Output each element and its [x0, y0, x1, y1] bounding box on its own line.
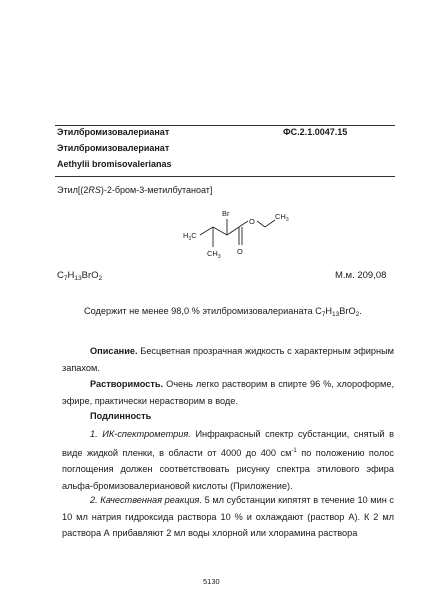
qualitative-paragraph — [62, 492, 394, 542]
description-text: Бесцветная прозрачная жидкость с характерным эфирным запахом. — [62, 346, 394, 373]
atom-o-ester: O — [249, 217, 255, 226]
authenticity-heading: Подлинность — [90, 411, 152, 421]
formula-rest: BrO — [81, 270, 99, 281]
molecular-formula — [57, 270, 102, 281]
ir-sup: -1 — [291, 447, 297, 454]
header-name-ru: Этилбромизовалерианат — [57, 127, 170, 137]
header-bottom-rule — [55, 176, 395, 177]
header-code: ФС.2.1.0047.15 — [283, 127, 348, 137]
content-end: . — [359, 306, 362, 316]
content-rest: BrO — [339, 306, 356, 316]
solubility-paragraph — [62, 376, 394, 409]
content-c-n: 7 — [321, 311, 326, 318]
iupac-stereo: RS — [88, 185, 101, 195]
solubility-label: Растворимость. — [90, 379, 164, 389]
page-number: 5130 — [203, 577, 220, 586]
qualitative-label: 2. Качественная реакция. — [90, 495, 203, 505]
molecular-weight: М.м. 209,08 — [335, 270, 387, 281]
header-name-ru-2: Этилбромизовалерианат — [57, 143, 170, 153]
chemical-structure — [175, 205, 295, 270]
formula-c-n: 7 — [63, 275, 68, 282]
atom-o-carbonyl: O — [237, 247, 243, 256]
iupac-prefix: Этил[(2 — [57, 185, 89, 195]
header-top-rule — [55, 125, 395, 126]
header-name-lat: Aethylii bromisovalerianas — [57, 159, 172, 169]
ir-paragraph — [62, 426, 394, 494]
ir-text-2: по положению полос поглощения должен соответствовать рисунку спектра этилового эфира альфа-бромизовалериановой кислоты (Приложение). — [62, 447, 394, 491]
iupac-suffix: )-2-бром-3-метилбутаноат] — [100, 185, 213, 195]
content-h: H — [325, 306, 333, 316]
solubility-text: Очень легко растворим в спирте 96 %, хлороформе, эфире, практически нерастворим в воде. — [62, 379, 394, 406]
ir-text-1: Инфракрасный спектр субстанции, снятый в виде жидкой пленки, в области от 4000 до 400 см — [62, 429, 394, 458]
content-o-n: 2 — [355, 311, 360, 318]
formula-h: H — [67, 270, 75, 281]
atom-ch3-bottom: $CH_3$ — [207, 249, 221, 260]
atom-br: Br — [222, 209, 230, 218]
qualitative-text: 5 мл субстанции кипятят в течение 10 мин с 10 мл натрия гидроксида раствора 10 % и охлаждают (раствор А). К 2 мл раствора А прибавляют 2 мл воды хлорной или хлорамина раствора — [62, 495, 395, 538]
atom-ch3-right: $CH_3$ — [275, 212, 289, 223]
description-paragraph — [62, 343, 394, 376]
formula-c: C — [57, 270, 64, 281]
description-label: Описание. — [90, 346, 138, 356]
content-statement — [84, 306, 362, 316]
content-h-n: 13 — [332, 311, 340, 318]
atom-h3c: $H_3C$ — [183, 231, 197, 242]
formula-o-n: 2 — [98, 275, 103, 282]
formula-h-n: 13 — [74, 275, 82, 282]
ir-label: 1. ИК-спектрометрия. — [90, 429, 191, 439]
iupac-name — [57, 185, 212, 195]
content-text: Содержит не менее 98,0 % этилбромизовалерианата C — [84, 306, 322, 316]
